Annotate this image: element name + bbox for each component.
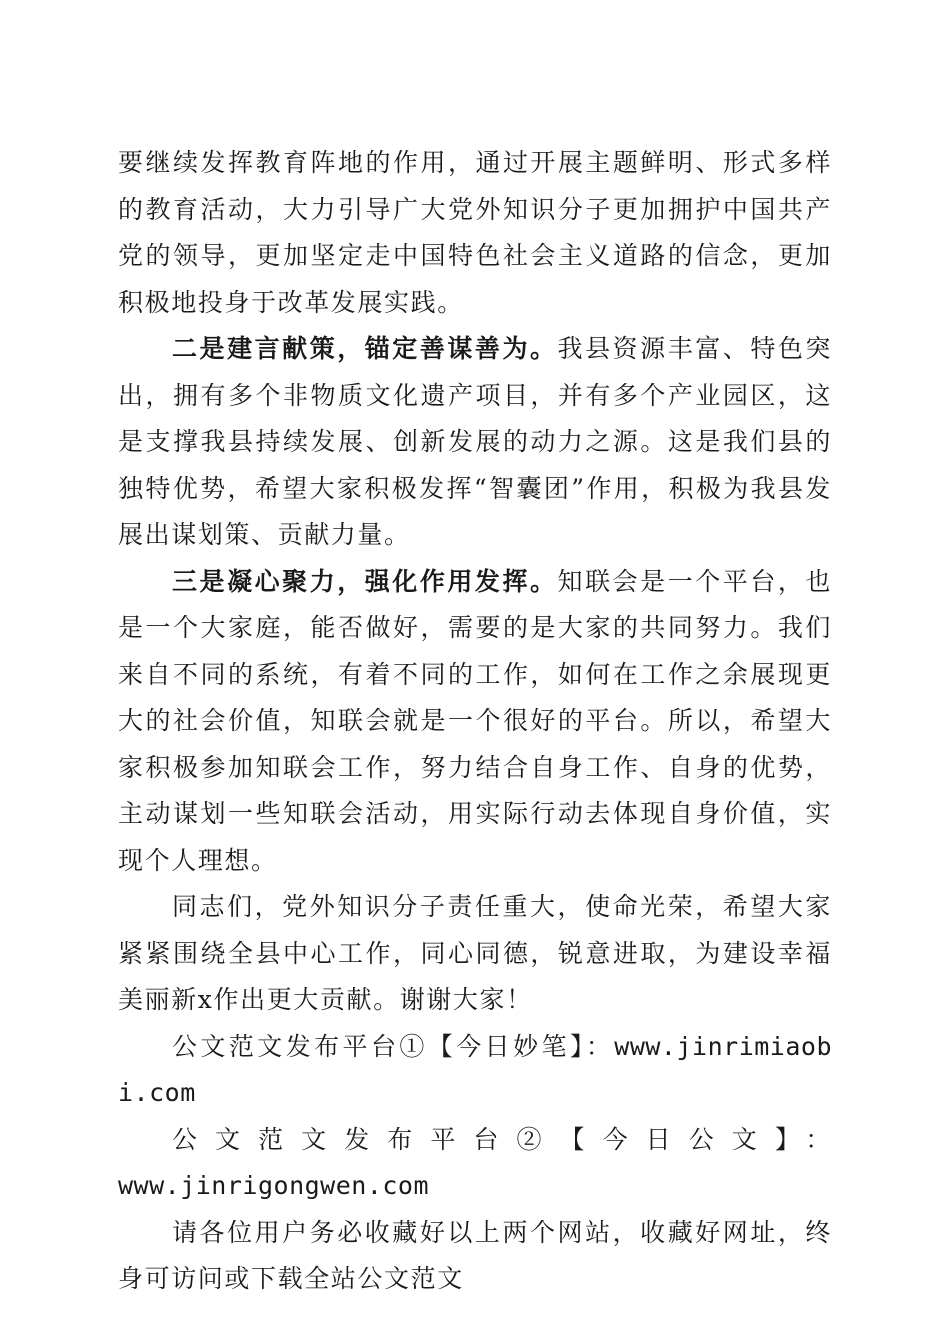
paragraph-3-text: 知联会是一个平台，也是一个大家庭，能否做好，需要的是大家的共同努力。我们来自不同的系统，有着不同的工作，如何在工作之余展现更大的社会价值，知联会就是一个很好的平台。所以，希望大家积极参加知联会工作，努力结合自身工作、自身的优势，主动谋划一些知联会活动，用实际行动去体现自身价值，实现个人理想。 [118,566,832,875]
bookmark-notice [118,1210,832,1303]
platform-1-url[interactable]: www.jinrimiaobi.com [118,1031,832,1107]
paragraph-3 [118,559,832,885]
platform-2-url[interactable]: www.jinrigongwen.com [118,1171,430,1200]
platform-2-url-line [118,1163,832,1210]
paragraph-3-heading: 三是凝心聚力，强化作用发挥。 [172,566,558,596]
platform-2-label: 公文范文发布平台②【今日公文】： [172,1124,832,1154]
paragraph-2 [118,326,832,559]
bookmark-notice-text: 请各位用户务必收藏好以上两个网站，收藏好网址，终身可访问或下载全站公文范文 [118,1217,832,1293]
paragraph-1-text: 要继续发挥教育阵地的作用，通过开展主题鲜明、形式多样的教育活动，大力引导广大党外知识分子更加拥护中国共产党的领导，更加坚定走中国特色社会主义道路的信念，更加积极地投身于改革发展实践。 [118,148,832,317]
platform-2-line [118,1117,832,1164]
paragraph-4 [118,884,832,1024]
document-body [118,140,832,1303]
paragraph-1 [118,140,832,326]
paragraph-2-heading: 二是建言献策，锚定善谋善为。 [172,334,558,363]
paragraph-2-text: 我县资源丰富、特色突出，拥有多个非物质文化遗产项目，并有多个产业园区，这是支撑我县持续发展、创新发展的动力之源。这是我们县的独特优势，希望大家积极发挥“智囊团”作用，积极为我县发展出谋划策、贡献力量。 [118,334,832,549]
platform-1-line [118,1024,832,1117]
paragraph-4-text: 同志们，党外知识分子责任重大，使命光荣，希望大家紧紧围绕全县中心工作，同心同德，锐意进取，为建设幸福美丽新x作出更大贡献。谢谢大家！ [118,892,832,1014]
platform-1-label: 公文范文发布平台①【今日妙笔】： [172,1031,615,1061]
